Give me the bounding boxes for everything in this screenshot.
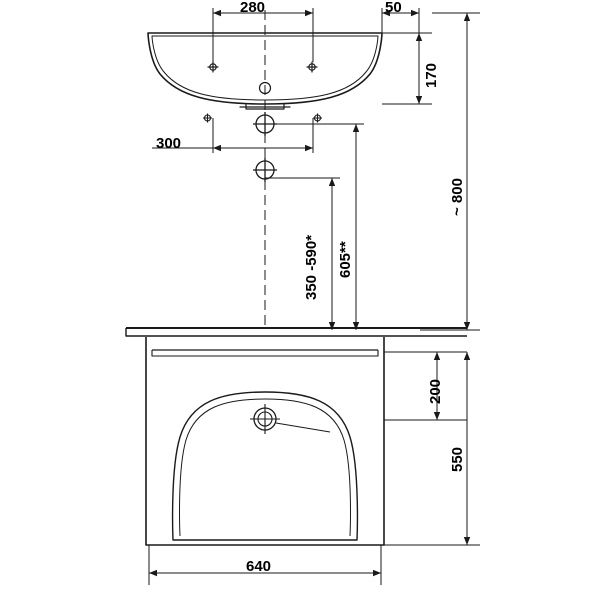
dimension-label-640: 640 <box>246 558 272 575</box>
dimension-label-605: 605** <box>337 241 354 278</box>
dimension-label-170: 170 <box>423 62 440 88</box>
fixing-points-detail <box>203 112 322 182</box>
dimension-label-50: 50 <box>385 0 402 16</box>
dimension-label-350-590: 350 -590* <box>303 234 320 300</box>
dimension-label-800: ~ 800 <box>449 178 466 216</box>
dimension-label-550: 550 <box>449 446 466 472</box>
dimension-label-280: 280 <box>240 0 266 16</box>
dimension-label-200: 200 <box>427 378 444 404</box>
dimension-label-300: 300 <box>156 135 182 152</box>
front-view-basin <box>126 328 467 545</box>
